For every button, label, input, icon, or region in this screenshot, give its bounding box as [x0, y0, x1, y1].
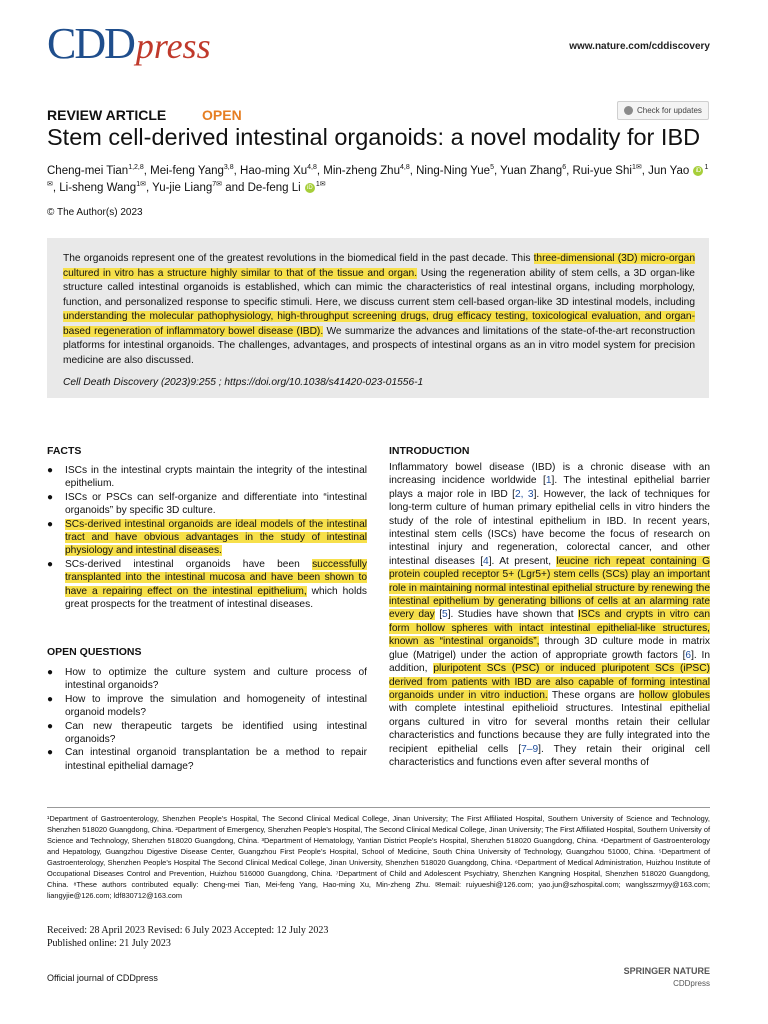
author-affiliation-marker: 1✉ — [136, 181, 146, 189]
bullet-icon: ● — [47, 667, 54, 678]
author-name[interactable]: Mei-feng Yang — [150, 165, 224, 177]
author-affiliation-marker: 4,8 — [307, 164, 317, 172]
open-question-item: ● Can intestinal organoid transplantation be a method to repair intestinal epithelial damage? — [47, 747, 367, 772]
open-questions-heading: OPEN QUESTIONS — [47, 646, 142, 658]
author-name[interactable]: De-feng Li — [247, 182, 301, 194]
footnote-divider — [47, 807, 710, 808]
author-affiliation-marker: 1✉ — [631, 164, 642, 172]
author-affiliation-marker: 1✉ — [315, 181, 326, 189]
orcid-icon[interactable]: iD — [305, 183, 315, 193]
author-name[interactable]: Li-sheng Wang — [59, 182, 137, 194]
author-affiliation-marker: 3,8 — [223, 164, 234, 172]
facts-item: ● ISCs in the intestinal crypts maintain the integrity of the intestinal epithelium. — [47, 465, 367, 490]
author-affiliation-marker: 1,2,8 — [128, 164, 144, 172]
facts-item — [47, 518, 367, 558]
journal-url-link[interactable]: www.nature.com/cddiscovery — [569, 41, 710, 52]
bullet-icon: ● — [47, 747, 54, 759]
highlight: hollow globules — [638, 689, 710, 701]
highlight: three-dimensional (3D) micro-organ cultured in vitro has a structure highly similar to that of the tissue and organ. — [63, 253, 696, 279]
publisher-sub-logo: CDDpress — [673, 979, 710, 988]
open-access-badge: OPEN — [202, 107, 242, 123]
highlight: ISCs and crypts in vitro can form hollow spheres with intact intestinal epithelial-like structures, known as “intestinal organoids”, — [389, 609, 710, 648]
abstract-box — [47, 238, 709, 398]
facts-item: ● ISCs or PSCs can self-organize and differentiate into “intestinal organoids” by specific 3D culture. — [47, 491, 367, 517]
article-title: Stem cell-derived intestinal organoids: a novel modality for IBD — [47, 124, 701, 150]
abstract-text: The organoids represent one of the greatest revolutions in the biomedical field in the past decade. This three-dimensional (3D) micro-organ cultured in vitro has a structure highly similar to that of the tissue and organ. Using the regeneration ability of stem cells, a 3D organ-like structure called intestinal organoids is established, which can mimic the characteristics of real intestinal organs, including morphology, function, and personalized response to specific stimuli. Here, we discuss current stem cell-based organ-like 3D intestinal models, including understanding the molecular pathophysiology, high-throughput screening drugs, drug efficacy testing, toxicological evaluation, and organ-based regeneration of inflammatory bowel disease (IBD). We summarize the advances and limitations of the state-of-the-art reconstruction platforms for intestinal organoids. The challenges, advantages, and prospects of intestinal organs as an in vitro model system for precision medicine are also discussed. — [63, 253, 696, 366]
bullet-icon: ● — [47, 558, 54, 570]
author-name[interactable]: Jun Yao — [648, 165, 690, 177]
open-questions-list — [47, 666, 367, 773]
author-name[interactable]: Hao-ming Xu — [240, 165, 308, 177]
reference-link[interactable]: 5 — [442, 609, 448, 621]
received-dates: Received: 28 April 2023 Revised: 6 July 2023 Accepted: 12 July 2023 — [47, 925, 329, 936]
reference-link[interactable]: 1 — [545, 475, 552, 487]
introduction-heading: INTRODUCTION — [389, 445, 470, 457]
article-dates — [47, 925, 447, 950]
open-question-item: ● Can new therapeutic targets be identified using intestinal organoids? — [47, 720, 367, 746]
author-name[interactable]: Ning-Ning Yue — [416, 165, 491, 177]
journal-logo — [47, 18, 211, 69]
logo-main: CDD — [47, 19, 134, 68]
published-date: Published online: 21 July 2023 — [47, 937, 171, 949]
author-name[interactable]: Yuan Zhang — [500, 165, 563, 177]
reference-link[interactable]: 2, 3 — [515, 488, 534, 500]
copyright-line: © The Author(s) 2023 — [47, 207, 143, 218]
reference-link[interactable]: 7–9 — [521, 743, 539, 755]
bullet-icon: ● — [47, 491, 54, 503]
author-affiliation-marker: 7✉ — [212, 181, 223, 189]
introduction-text: Inflammatory bowel disease (IBD) is a chronic disease with an increasing incidence worldwide [1]. The intestinal epithelial barrier plays a major role in IBD [2, 3]. However, the lack of techniques for long-term culture of human primary epithelial cells in vitro hinders the study of the role of intestinal epithelium in IBD. In recent years, intestinal stem cells (ISCs) have become the focus of research on intestinal injury and regeneration, colorectal cancer, and other intestinal diseases [4]. At present, leucine rich repeat containing G protein coupled receptor 5+ (Lgr5+) stem cells (SCs) play an important role in maintaining normal intestinal epithelial structure by renewing the intestinal epithelium by generating billions of cells at an alarming rate every day [5]. Studies have shown that ISCs and crypts in vitro can form hollow spheres with intact intestinal epithelial-like structures, known as “intestinal organoids”, through 3D culture mode in matrix glue (Matrigel) under the action of appropriate growth factors [6]. In addition, pluripotent SCs (PSC) or induced pluripotent SCs (iPSC) derived from patients with IBD are also capable of forming intestinal organoids under in vitro induction. These organs are hollow globules with complete intestinal epithelioid structures. Intestinal epithelial organs cultured in vitro for several months retain their cellular characteristics and functions because they are fully integrated into the recipient epithelial cells [7–9]. They retain their original cell characteristics and functions even after several months of — [389, 462, 710, 768]
journal-footer: Official journal of CDDpress — [47, 973, 158, 983]
facts-item: ● SCs-derived intestinal organoids have been successfully transplanted into the intestinal mucosa and have been shown to have a repairing effect on the intestinal epithelium, which holds great prospects for the treatment of intestinal diseases. — [47, 558, 367, 611]
bullet-icon: ● — [47, 465, 54, 476]
orcid-icon[interactable]: iD — [693, 166, 703, 176]
author-name[interactable]: Cheng-mei Tian — [47, 165, 129, 177]
citation: Cell Death Discovery (2023)9:255 ; https://doi.org/10.1038/s41420-023-01556-1 — [63, 377, 424, 388]
bullet-icon: ● — [47, 693, 54, 705]
author-name[interactable]: Rui-yue Shi — [572, 165, 632, 177]
author-name[interactable]: Min-zheng Zhu — [323, 165, 400, 177]
author-list: Cheng-mei Tian$^{1,2,8}$, Mei-feng Yang$^{3,8}$, Hao-ming Xu$^{4,8}$, Min-zheng Zhu$^{4,8}$, Ning-Ning Yue$^5$, Yuan Zhang$^6$, Rui-yue Shi$^{1✉}$, Jun Yao iD $^{1✉}$, Li-sheng Wang$^{1✉}$, Yu-jie Liang$^{7✉}$ and De-feng Li iD $^{1✉}$ — [47, 164, 709, 194]
affiliations: ¹Department of Gastroenterology, Shenzhen People’s Hospital, The Second Clinical Medical College, Jinan University; The First Affiliated Hospital, Southern University of Science and Technology, Shenzhen 518020 Guangdong, China. ²Department of Emergency, Shenzhen People’s Hospital, The Second Clinical Medical College, Jinan University; The First Affiliated Hospital, Southern University of Science and Technology, Shenzhen 518020 Guangdong, China. ³Department of Hematology, Yantian District People’s Hospital, Shenzhen 518020 Guangdong, China. ⁴Department of Gastroenterology and Hepatology, Guangzhou Digestive Disease Center, Guangzhou First People’s Hospital, School of Medicine, South China University of Technology, Guangzhou 51000, China. ⁵Department of Gastroenterology, Shenzhen People’s Hospital The Second Clinical Medical College, Jinan University, Shenzhen 518020 Guangdong, China. ⁶Department of Medical Administration, Huizhou Institute of Occupational Diseases Control and Prevention, Huizhou 516000 Guangdong, China. ⁷Department of Child and Adolescent Psychiatry, Shenzhen Kangning Hospital, Shenzhen 518020 Guangdong, China. ⁸These authors contributed equally: Cheng-mei Tian, Mei-feng Yang, Hao-ming Xu, Min-zheng Zhu. ✉email: ruiyueshi@126.com; yao.jun@szhospital.com; wanglsszrmyy@163.com; liangyjie@126.com; ldf830712@163.com — [47, 814, 710, 900]
bullet-icon: ● — [47, 518, 54, 530]
bullet-icon: ● — [47, 720, 54, 732]
open-question-item: ● How to optimize the culture system and culture process of intestinal organoids? — [47, 667, 367, 692]
facts-list — [47, 464, 367, 611]
highlight: SCs-derived intestinal organoids are ideal models of the intestinal tract and have obvious advantages in the study of intestinal physiology and intestinal diseases. — [65, 518, 367, 557]
highlight: leucine rich repeat containing G protein coupled receptor 5+ (Lgr5+) stem cells (SCs) play an important role in maintaining normal intestinal epithelial structure by renewing the intestinal epithelium by generating billions of cells at an alarming rate every day — [389, 555, 710, 621]
check-for-updates-button[interactable] — [617, 101, 709, 120]
reference-link[interactable]: 4 — [483, 555, 489, 567]
publisher-logo: SPRINGER NATURE — [623, 966, 710, 976]
author-affiliation-marker: 4,8 — [399, 164, 410, 172]
facts-heading: FACTS — [47, 445, 82, 457]
article-type: REVIEW ARTICLE — [47, 107, 167, 123]
author-affiliation-marker: 5 — [490, 164, 494, 172]
logo-sub: press — [135, 26, 211, 66]
author-name[interactable]: Yu-jie Liang — [152, 182, 213, 194]
reference-link[interactable]: 6 — [685, 649, 692, 661]
highlight: successfully transplanted into the intestinal mucosa and have been shown to have a repairing effect on the intestinal epithelium, — [65, 558, 367, 597]
highlight: understanding the molecular pathophysiology, high-throughput screening drugs, drug efficacy testing, toxicological evaluation, and organ-based regeneration of inflammatory bowel disease (IBD). — [63, 311, 695, 337]
highlight: pluripotent SCs (PSC) or induced pluripotent SCs (iPSC) derived from patients with IBD are also capable of forming intestinal organoids under in vitro induction. — [389, 663, 710, 701]
open-question-item: ● How to improve the simulation and homogeneity of intestinal organoid models? — [47, 693, 367, 719]
author-affiliation-marker: 1✉ — [47, 164, 709, 189]
author-affiliation-marker: 6 — [562, 164, 567, 172]
check-for-updates-label: Check for updates — [637, 106, 702, 115]
refresh-icon — [624, 106, 633, 115]
